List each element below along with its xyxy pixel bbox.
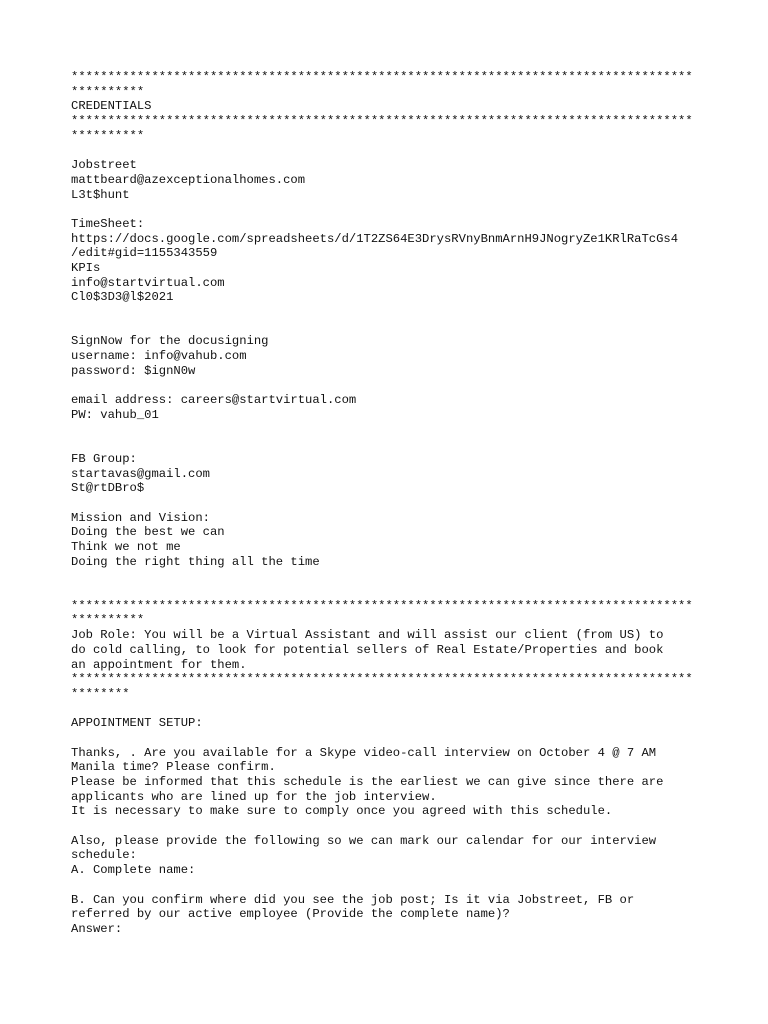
blank-line [71, 378, 711, 393]
job-role-line: do cold calling, to look for potential sellers of Real Estate/Properties and book [71, 642, 664, 657]
blank-line [71, 437, 711, 452]
job-role-line: an appointment for them. [71, 657, 247, 672]
timesheet-title: TimeSheet: [71, 216, 145, 231]
blank-line [71, 569, 711, 584]
signnow-username: username: info@vahub.com [71, 349, 247, 364]
timesheet-url-line-2: /edit#gid=1155343559 [71, 246, 218, 261]
appointment-paragraph-line: Manila time? Please confirm. [71, 760, 276, 775]
separator-line: ************************************************************************************* [71, 598, 693, 613]
mission-title: Mission and Vision: [71, 510, 210, 525]
mission-item: Doing the best we can [71, 525, 225, 540]
separator-line-tail: ********** [71, 613, 145, 628]
blank-line [71, 702, 711, 717]
document-page [71, 70, 711, 937]
blank-line [71, 423, 711, 438]
separator-line: ************************************************************************************* [71, 114, 693, 129]
mission-item: Think we not me [71, 540, 181, 554]
blank-line [71, 731, 711, 746]
blank-line [71, 584, 711, 599]
blank-line [71, 305, 711, 320]
jobstreet-email: mattbeard@azexceptionalhomes.com [71, 172, 306, 187]
appointment-paragraph-line: B. Can you confirm where did you see the job post; Is it via Jobstreet, FB or [71, 892, 635, 907]
appointment-paragraph-line: A. Complete name: [71, 863, 196, 878]
blank-line [71, 496, 711, 511]
appointment-paragraph-line: Thanks, . Are you available for a Skype video-call interview on October 4 @ 7 AM [71, 745, 657, 760]
careers-email: email address: careers@startvirtual.com [71, 393, 357, 408]
blank-line [71, 143, 711, 158]
blank-line [71, 202, 711, 217]
signnow-password: password: $ignN0w [71, 363, 196, 378]
blank-line [71, 819, 711, 834]
fb-group-title: FB Group: [71, 451, 137, 466]
separator-line-tail: ********** [71, 128, 145, 143]
mission-item: Doing the right thing all the time [71, 554, 320, 569]
appointment-paragraph-line: It is necessary to make sure to comply once you agreed with this schedule. [71, 804, 613, 819]
blank-line [71, 320, 711, 335]
fb-group-email: startavas@gmail.com [71, 466, 210, 481]
separator-line: ************************************************************************************* [71, 672, 693, 687]
separator-line-tail: ******** [71, 686, 130, 701]
appointment-paragraph-line: referred by our active employee (Provide the complete name)? [71, 907, 510, 922]
careers-password: PW: vahub_01 [71, 407, 159, 422]
appointment-paragraph-line: Also, please provide the following so we can mark our calendar for our interview [71, 833, 657, 848]
appointment-paragraph-line: schedule: [71, 848, 137, 863]
signnow-title: SignNow for the docusigning [71, 334, 269, 349]
separator-line: ************************************************************************************* [71, 70, 693, 84]
fb-group-password: St@rtDBro$ [71, 481, 145, 496]
kpis-email: info@startvirtual.com [71, 275, 225, 290]
job-role-line: Job Role: You will be a Virtual Assistant and will assist our client (from US) to [71, 628, 664, 643]
blank-line [71, 878, 711, 893]
appointment-paragraph-line: applicants who are lined up for the job interview. [71, 789, 437, 804]
kpis-password: Cl0$3D3@l$2021 [71, 290, 174, 305]
timesheet-url-line-1: https://docs.google.com/spreadsheets/d/1T2ZS64E3DrysRVnyBnmArnH9JNogryZe1KRlRaTcGs4 [71, 231, 679, 246]
appointment-paragraph-line: Please be informed that this schedule is the earliest we can give since there are [71, 775, 664, 789]
jobstreet-title: Jobstreet [71, 158, 137, 173]
appointment-answer-line: Answer: [71, 921, 123, 936]
kpis-title: KPIs [71, 260, 101, 275]
credentials-heading: CREDENTIALS [71, 99, 152, 114]
separator-line-tail: ********** [71, 84, 145, 99]
jobstreet-password: L3t$hunt [71, 187, 130, 202]
appointment-heading: APPOINTMENT SETUP: [71, 716, 203, 731]
